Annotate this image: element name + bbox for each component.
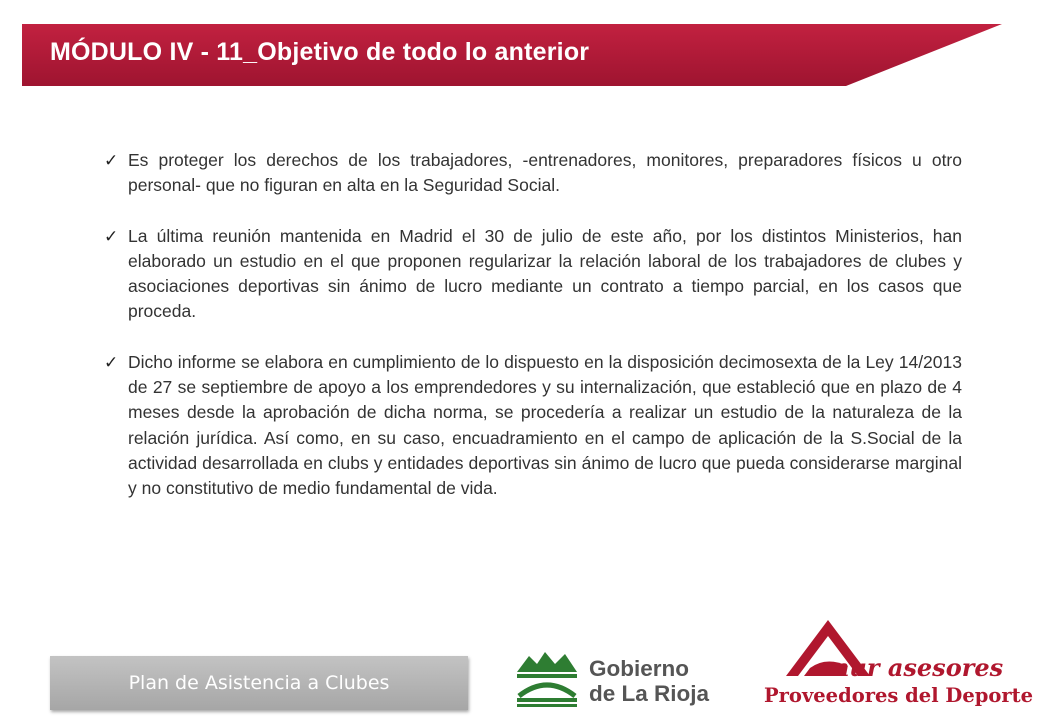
footer-label: Plan de Asistencia a Clubes (128, 672, 390, 694)
checkmark-icon: ✓ (104, 352, 119, 372)
logo-mur-name: mur asesores (824, 653, 1004, 682)
bullet-item (104, 350, 962, 502)
gobierno-rioja-logo (515, 644, 715, 708)
title-banner (22, 24, 1002, 86)
bullet-text: Dicho informe se elabora en cumplimiento de lo dispuesto en la disposición decimosexta de la Ley 14/2013 de 27 se septiembre de apoyo a los emprendedores y su internalización, que estableció que en plazo de 4 meses desde la aprobación de dicha norma, se procedería a realizar un estudio de la naturaleza de la relación jurídica. Así como, en su caso, encuadramiento en el campo de aplicación de la S.Social de la actividad desarrollada en clubs y entidades deportivas sin ánimo de lucro que pueda considerarse marginal y no constitutivo de medio fundamental de vida. (128, 351, 962, 499)
bullet-item (104, 224, 962, 325)
bullet-item (104, 148, 962, 199)
rioja-shield-icon (515, 648, 579, 708)
logo-gobierno-line1: Gobierno (589, 656, 689, 681)
logo-gobierno-line2: de La Rioja (589, 681, 710, 706)
mur-asesores-logo (764, 618, 1034, 714)
footer-label-box (50, 656, 468, 710)
bullet-list (104, 148, 962, 527)
checkmark-icon: ✓ (104, 226, 119, 246)
bullet-text: La última reunión mantenida en Madrid el 30 de julio de este año, por los distintos Ministerios, han elaborado un estudio en el que proponen regularizar la relación laboral de los trabajadores de clubes y asociaciones deportivas sin ánimo de lucro mediante un contrato a tiempo parcial, en los casos que proceda. (128, 225, 962, 322)
logo-mur-tagline: Proveedores del Deporte (764, 684, 1034, 707)
bullet-text: Es proteger los derechos de los trabajadores, -entrenadores, monitores, preparadores físicos u otro personal- que no figuran en alta en la Seguridad Social. (128, 150, 962, 196)
slide-title: MÓDULO IV - 11_Objetivo de todo lo anterior (50, 38, 590, 66)
checkmark-icon: ✓ (104, 151, 119, 170)
